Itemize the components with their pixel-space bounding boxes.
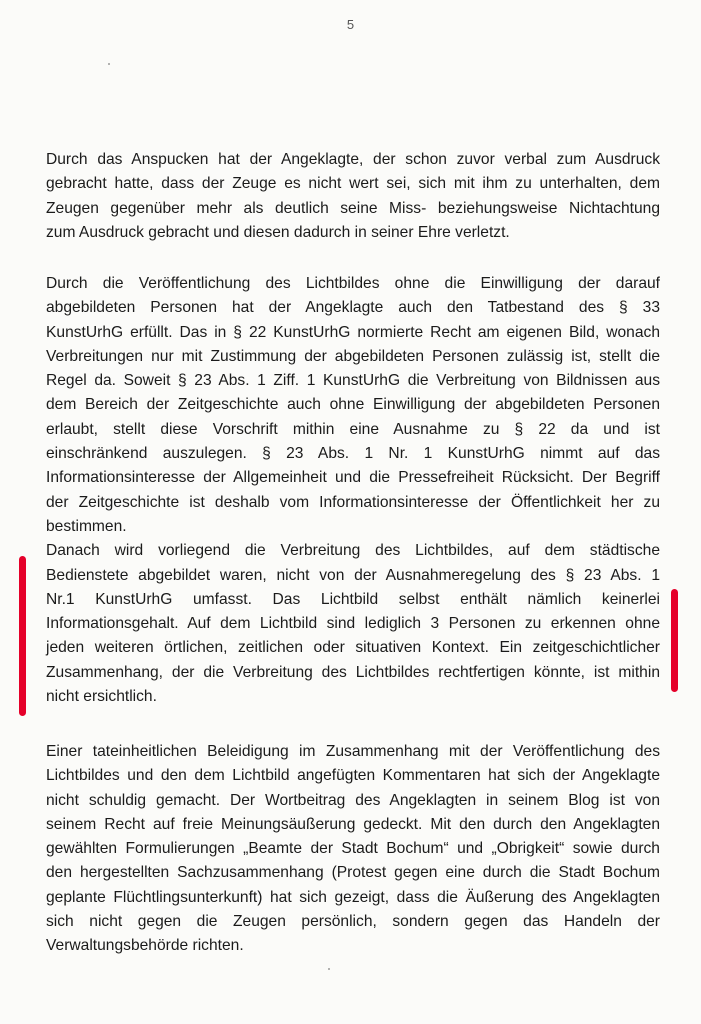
text-line: Informationsgehalt. Auf dem Lichtbild sind lediglich 3 Personen zu erkennen ohne [46,615,660,633]
text-line: Zeugen gegenüber mehr als deutlich seine Miss- beziehungsweise Nichtachtung [46,199,660,217]
text-line: seinem Recht auf freie Meinungsäußerung gedeckt. Mit den durch den Angeklagten [46,815,660,833]
paragraph-1 [46,148,660,245]
text-line: Durch die Veröffentlichung des Lichtbildes ohne die Einwilligung der darauf [46,275,660,292]
right-highlight-marker [671,589,678,692]
text-line: zum Ausdruck gebracht und diesen dadurch in seiner Ehre verletzt. [46,223,510,241]
text-line: den hergestellten Sachzusammenhang (Protest gegen eine durch die Stadt Bochum [46,864,660,882]
page-number: 5 [346,17,355,32]
text-line: Nr.1 KunstUrhG umfasst. Das Lichtbild selbst enthält nämlich keinerlei [46,590,660,608]
text-line: Informationsinteresse der Allgemeinheit und die Pressefreiheit Rücksicht. Der Begriff [46,469,660,487]
text-line: nicht ersichtlich. [46,688,157,706]
text-line: bestimmen. [46,517,127,535]
left-highlight-marker [19,556,26,716]
text-line: dem Bereich der Zeitgeschichte auch ohne Einwilligung der abgebildeten Personen [46,396,660,414]
text-line: abgebildeten Personen hat der Angeklagte auch den Tatbestand des § 33 [46,299,660,317]
text-line: Zusammenhang, der die Verbreitung des Lichtbildes rechtfertigen könnte, ist mithin [46,663,660,681]
text-line: sich nicht gegen die Zeugen persönlich, sondern gegen das Handeln der [46,913,660,931]
text-line: Danach wird vorliegend die Verbreitung des Lichtbildes, auf dem städtische [46,542,660,560]
text-line: nicht schuldig gemacht. Der Wortbeitrag des Angeklagten in seinem Blog ist von [46,791,660,809]
text-line: Durch das Anspucken hat der Angeklagte, der schon zuvor verbal zum Ausdruck [46,151,660,168]
text-line: gebracht hatte, dass der Zeuge es nicht wert sei, sich mit ihm zu unterhalten, dem [46,175,660,193]
text-line: erlaubt, stellt diese Vorschrift mithin eine Ausnahme zu § 22 da und ist [46,420,660,438]
text-line: KunstUrhG erfüllt. Das in § 22 KunstUrhG normierte Recht am eigenen Bild, wonach [46,323,660,341]
scan-speck [108,63,110,65]
text-line: Regel da. Soweit § 23 Abs. 1 Ziff. 1 KunstUrhG die Verbreitung von Bildnissen aus [46,372,660,390]
text-line: Lichtbildes und den dem Lichtbild angefügten Kommentaren hat sich der Angeklagte [46,767,660,785]
text-line: Bedienstete abgebildet waren, nicht von der Ausnahmeregelung des § 23 Abs. 1 [46,566,660,584]
text-line: Verwaltungsbehörde richten. [46,937,244,955]
text-line: Einer tateinheitlichen Beleidigung im Zusammenhang mit der Veröffentlichung des [46,743,660,760]
text-line: Verbreitungen nur mit Zustimmung der abgebildeten Personen zulässig ist, stellt die [46,347,660,365]
paragraph-2 [46,272,660,709]
text-line: jeden weiteren örtlichen, zeitlichen oder situativen Kontext. Ein zeitgeschichtlicher [46,639,660,657]
paragraph-3 [46,740,660,959]
text-line: der Zeitgeschichte ist deshalb vom Informationsinteresse der Öffentlichkeit her zu [46,493,660,511]
text-line: einschränkend auszulegen. § 23 Abs. 1 Nr. 1 KunstUrhG nimmt auf das [46,445,660,463]
text-line: geplante Flüchtlingsunterkunft) hat sich gezeigt, dass die Äußerung des Angeklagten [46,888,660,906]
text-line: gewählten Formulierungen „Beamte der Stadt Bochum“ und „Obrigkeit“ sowie durch [46,840,660,858]
scan-speck [328,968,330,970]
